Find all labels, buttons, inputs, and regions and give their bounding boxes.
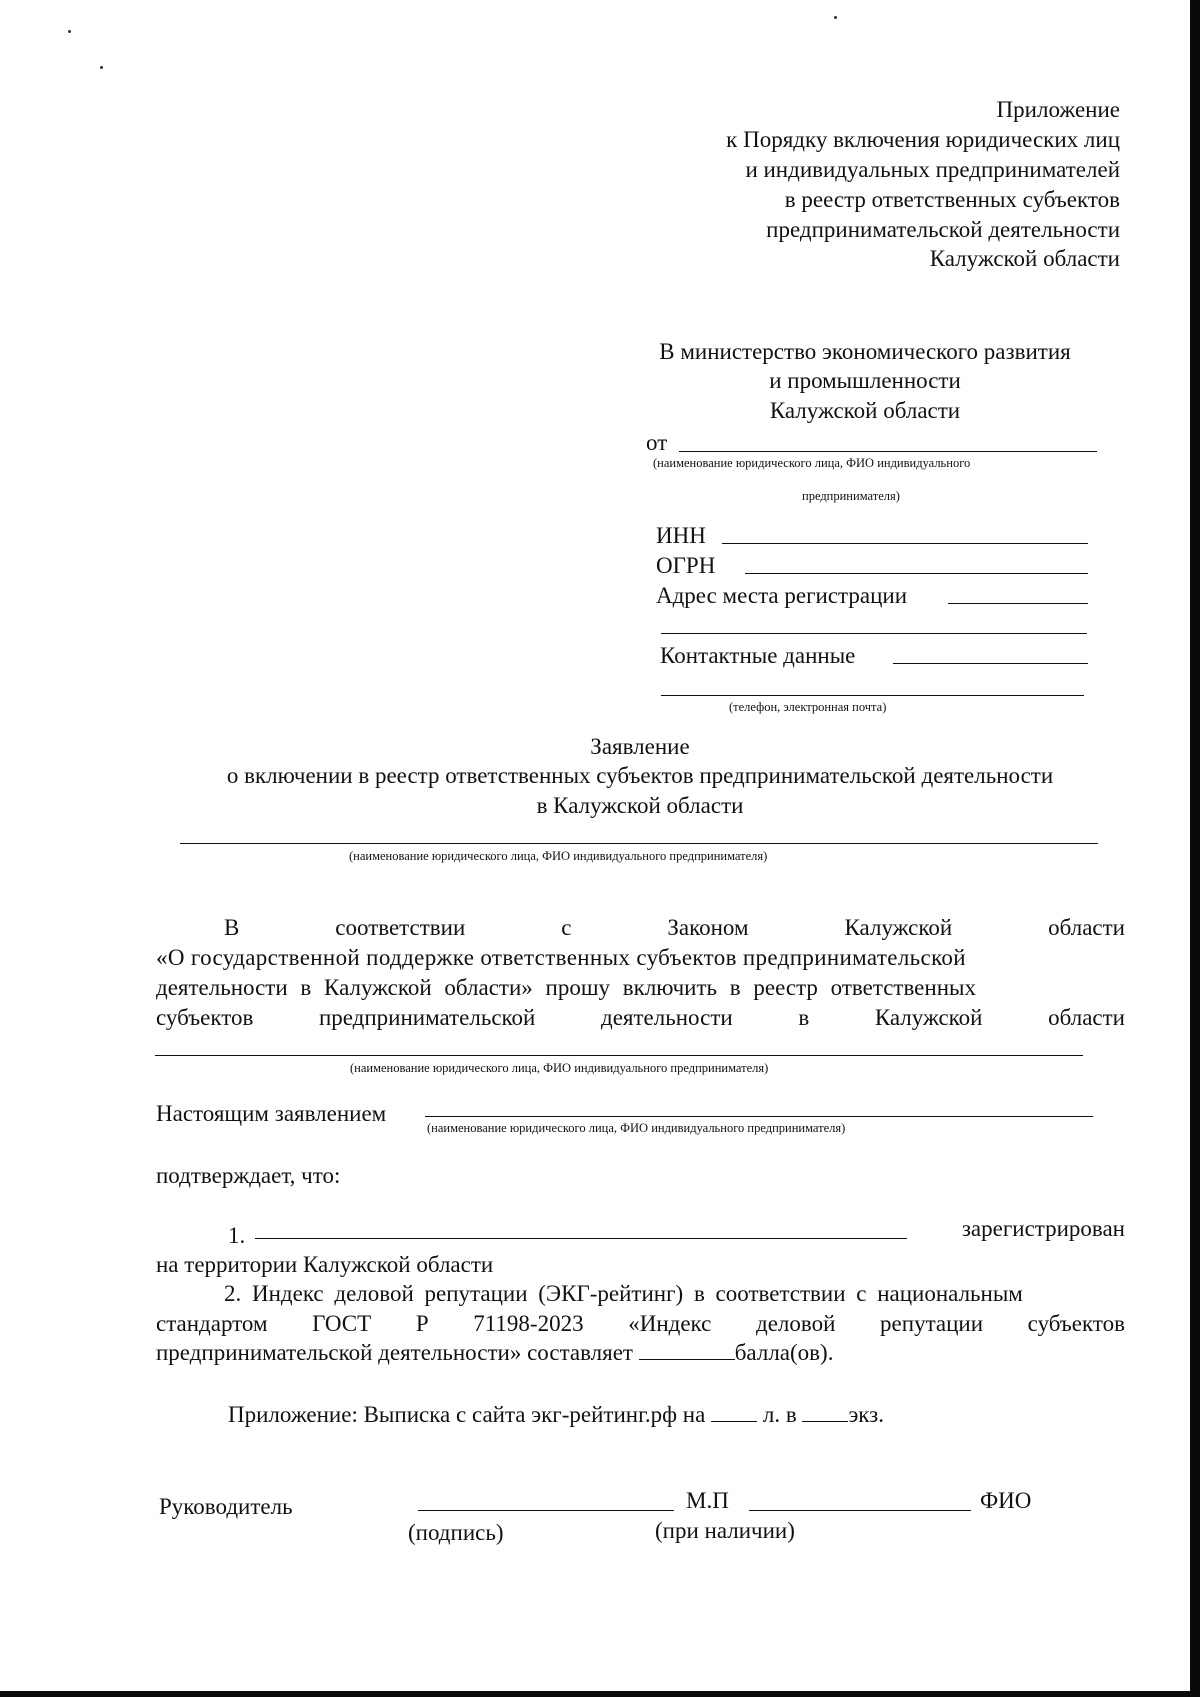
item1-number: 1. <box>228 1223 246 1248</box>
appendix-line: предпринимательской деятельности <box>766 217 1120 242</box>
word: ГОСТ <box>312 1311 372 1336</box>
item2-line: 2. Индекс деловой репутации (ЭКГ-рейтинг) в соответствии с национальным <box>224 1281 1023 1306</box>
contacts-label: Контактные данные <box>660 643 856 668</box>
scan-right-border <box>1190 0 1200 1697</box>
paragraph-line-justified <box>224 913 1125 942</box>
rating-unit: балла(ов). <box>734 1340 834 1365</box>
item1-entity-field[interactable] <box>255 1238 907 1239</box>
applicant-name-hint: (наименование юридического лица, ФИО индивидуального предпринимателя) <box>349 849 768 863</box>
addressee-line: Калужской области <box>769 398 961 423</box>
word: «Индекс <box>628 1311 712 1336</box>
signature-hint: (подпись) <box>408 1520 504 1545</box>
address-field[interactable] <box>948 603 1088 604</box>
word: Калужской <box>844 915 953 940</box>
item1-registered: зарегистрирован <box>961 1216 1125 1241</box>
word: соответствии <box>335 915 466 940</box>
address-label: Адрес места регистрации <box>656 583 908 608</box>
inn-label: ИНН <box>656 523 706 548</box>
ogrn-field[interactable] <box>745 573 1088 574</box>
item2-text: предпринимательской деятельности» составляет <box>156 1340 639 1365</box>
contacts-field[interactable] <box>893 663 1088 664</box>
rating-field[interactable] <box>639 1339 735 1360</box>
word: с <box>561 915 572 940</box>
scan-speck <box>834 16 837 19</box>
scan-bottom-border <box>0 1691 1200 1697</box>
word: деятельности <box>601 1005 733 1030</box>
appendix-line: Калужской области <box>929 246 1120 271</box>
from-hint: предпринимателя) <box>802 489 900 503</box>
hereby-entity-field[interactable] <box>425 1116 1093 1117</box>
word: В <box>224 915 240 940</box>
hereby-hint: (наименование юридического лица, ФИО индивидуального предпринимателя) <box>427 1121 846 1135</box>
paragraph-line-justified <box>156 1003 1125 1032</box>
word: субъектов <box>1027 1311 1125 1336</box>
word: области <box>1048 915 1125 940</box>
seal-hint: (при наличии) <box>655 1518 795 1543</box>
scan-speck <box>68 30 71 33</box>
appendix-line: и индивидуальных предпринимателей <box>745 157 1120 182</box>
attachment-text: л. в <box>757 1402 803 1427</box>
from-field[interactable] <box>679 451 1097 452</box>
attachment-line <box>228 1400 884 1429</box>
word: репутации <box>880 1311 984 1336</box>
word: 71198-2023 <box>473 1311 584 1336</box>
address-field-continued[interactable] <box>661 633 1087 634</box>
fio-label: ФИО <box>980 1488 1032 1513</box>
from-hint: (наименование юридического лица, ФИО индивидуального <box>653 456 971 470</box>
statement-subtitle: о включении в реестр ответственных субъектов предпринимательской деятельности <box>226 763 1054 788</box>
word: Законом <box>667 915 749 940</box>
applicant-name-field[interactable] <box>180 843 1098 844</box>
word: стандартом <box>156 1311 268 1336</box>
word: Р <box>415 1311 429 1336</box>
word: области <box>1048 1005 1125 1030</box>
item2-line <box>156 1338 833 1367</box>
appendix-line: в реестр ответственных субъектов <box>784 187 1120 212</box>
attachment-text: экз. <box>848 1402 885 1427</box>
statement-subtitle: в Калужской области <box>536 793 744 818</box>
registry-entity-field[interactable] <box>155 1055 1083 1056</box>
word: деловой <box>756 1311 836 1336</box>
signature-field[interactable] <box>418 1510 674 1511</box>
word: предпринимательской <box>318 1005 536 1030</box>
addressee-line: В министерство экономического развития <box>659 339 1071 364</box>
seal-label: М.П <box>686 1488 729 1513</box>
ogrn-label: ОГРН <box>656 553 716 578</box>
contacts-field-continued[interactable] <box>661 695 1084 696</box>
inn-field[interactable] <box>722 543 1088 544</box>
addressee-line: и промышленности <box>769 368 961 393</box>
confirms-text: подтверждает, что: <box>156 1163 341 1188</box>
head-label: Руководитель <box>159 1494 293 1519</box>
item2-line-justified <box>156 1309 1125 1338</box>
copies-field[interactable] <box>802 1401 848 1422</box>
paragraph-line: деятельности в Калужской области» прошу включить в реестр ответственных <box>156 975 976 1000</box>
scan-speck <box>100 66 103 69</box>
appendix-title: Приложение <box>996 97 1120 122</box>
registry-entity-hint: (наименование юридического лица, ФИО индивидуального предпринимателя) <box>350 1061 769 1075</box>
word: Калужской <box>874 1005 983 1030</box>
contacts-hint: (телефон, электронная почта) <box>729 700 887 714</box>
appendix-line: к Порядку включения юридических лиц <box>726 127 1120 152</box>
word: субъектов <box>156 1005 254 1030</box>
pages-field[interactable] <box>711 1401 757 1422</box>
from-label: от <box>646 430 668 455</box>
fio-field[interactable] <box>749 1510 971 1511</box>
statement-title: Заявление <box>590 734 690 759</box>
attachment-text: Приложение: Выписка с сайта экг-рейтинг.рф на <box>228 1402 712 1427</box>
hereby-label: Настоящим заявлением <box>156 1101 387 1126</box>
paragraph-line: «О государственной поддержке ответственных субъектов предпринимательской <box>156 945 966 970</box>
item1-territory: на территории Калужской области <box>156 1252 494 1277</box>
word: в <box>798 1005 810 1030</box>
